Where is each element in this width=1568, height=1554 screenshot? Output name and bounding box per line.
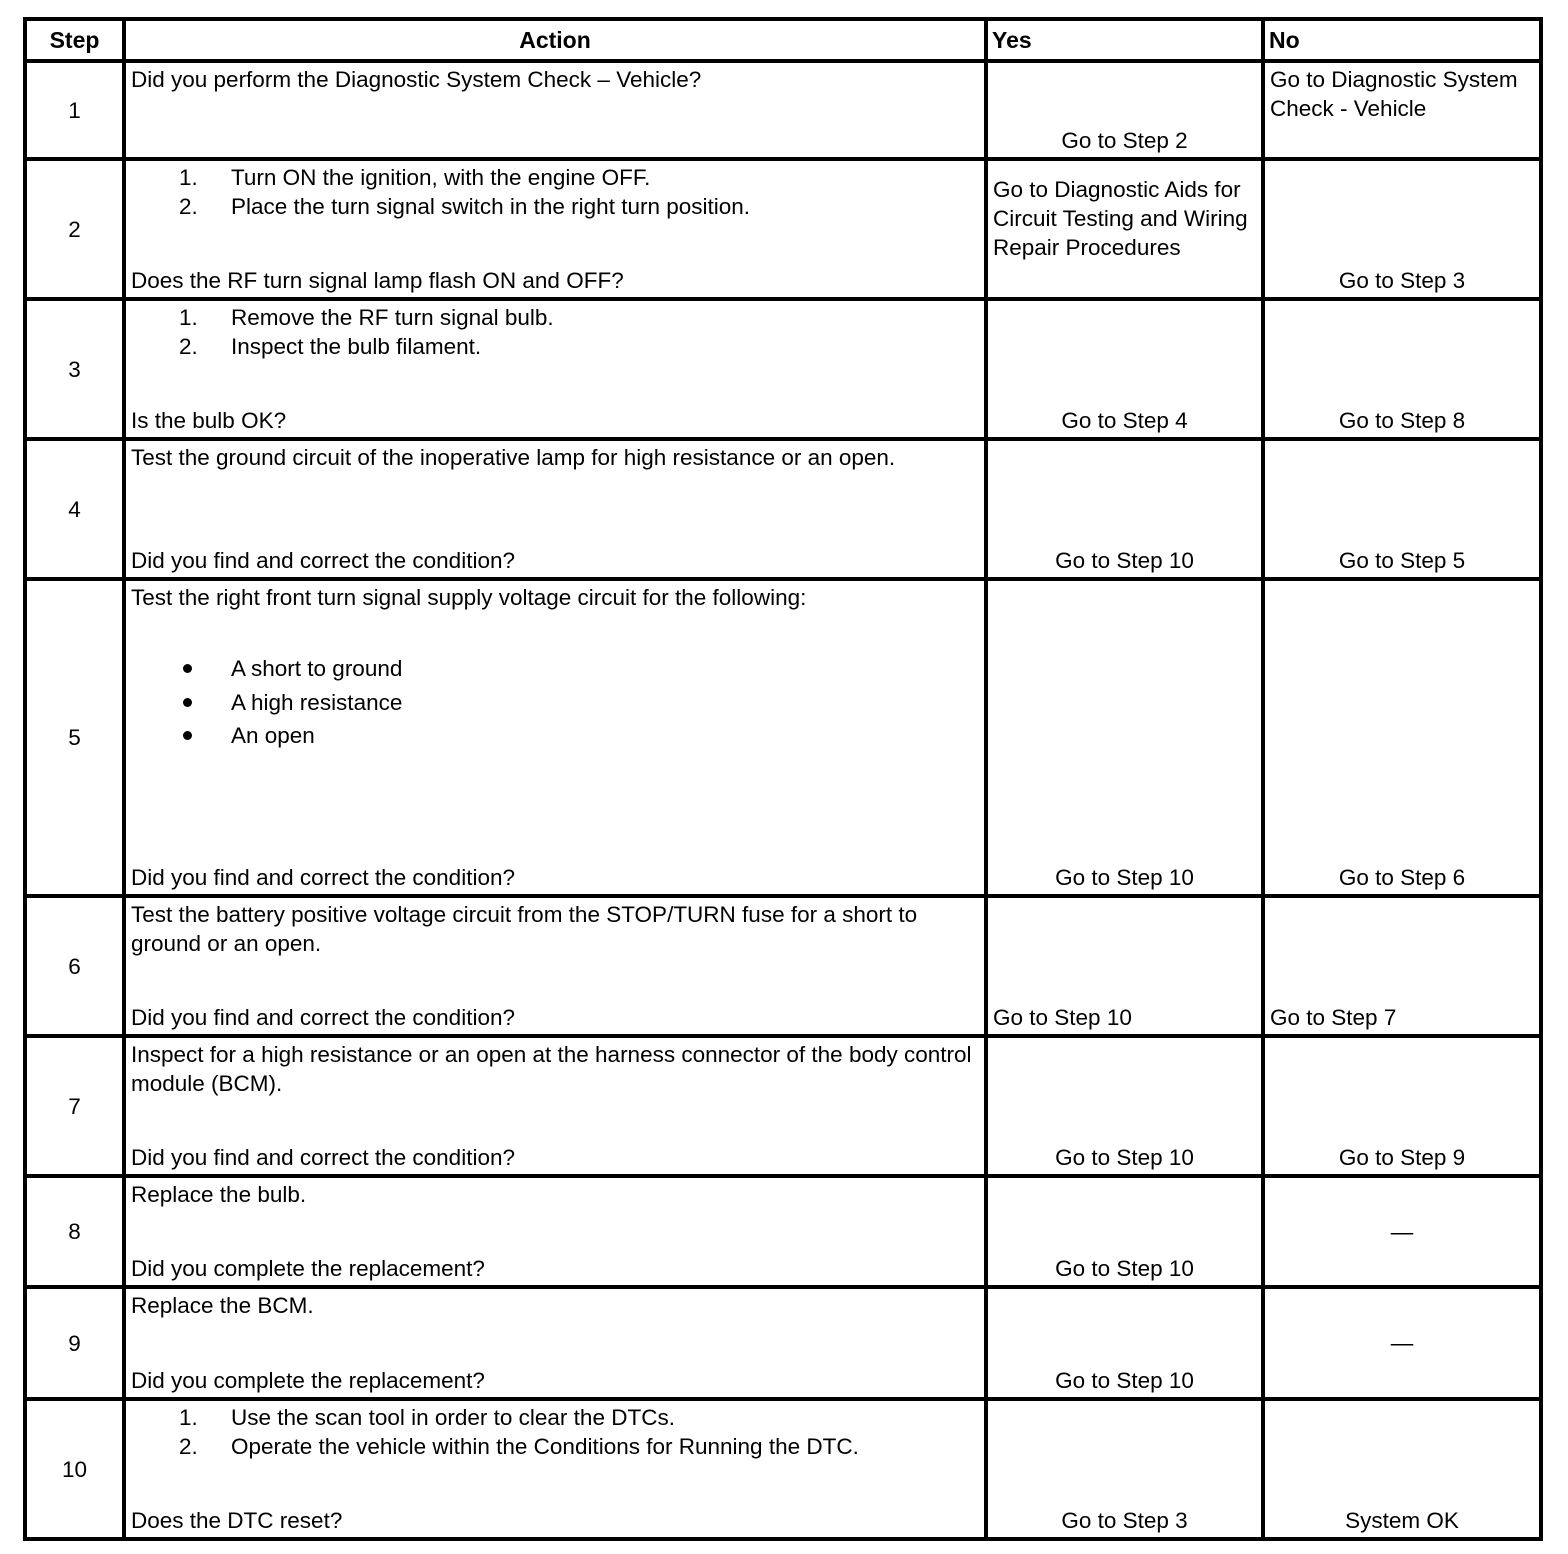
action-text: Replace the BCM. bbox=[131, 1293, 314, 1318]
numbered-list bbox=[131, 1403, 980, 1506]
action-cell bbox=[124, 299, 986, 439]
bullet-icon bbox=[183, 731, 192, 740]
list-item: 1. Remove the RF turn signal bulb. bbox=[179, 305, 554, 330]
no-cell bbox=[1263, 896, 1541, 1036]
list-item: An open bbox=[131, 719, 980, 753]
action-cell bbox=[124, 1036, 986, 1176]
yes-cell bbox=[986, 1176, 1263, 1287]
action-question: Does the RF turn signal lamp flash ON and OFF? bbox=[131, 268, 624, 293]
action-text: Test the right front turn signal supply voltage circuit for the following: bbox=[131, 585, 807, 610]
step-number: 1 bbox=[25, 61, 124, 159]
table-row bbox=[25, 1036, 1541, 1176]
yes-cell bbox=[986, 896, 1263, 1036]
table-row bbox=[25, 159, 1541, 299]
yes-cell bbox=[986, 1287, 1263, 1399]
yes-result: Go to Step 10 bbox=[1055, 1145, 1194, 1170]
action-cell bbox=[124, 1176, 986, 1287]
list-item: 2. Place the turn signal switch in the right turn position. bbox=[179, 194, 751, 219]
yes-cell bbox=[986, 61, 1263, 159]
table-row bbox=[25, 1287, 1541, 1399]
column-header-step: Step bbox=[25, 19, 124, 61]
no-result: — bbox=[1390, 1219, 1414, 1244]
no-cell bbox=[1263, 1176, 1541, 1287]
action-question: Did you find and correct the condition? bbox=[131, 548, 515, 573]
table-row bbox=[25, 579, 1541, 896]
no-result: Go to Step 9 bbox=[1338, 1145, 1466, 1170]
no-result: System OK bbox=[1345, 1508, 1459, 1533]
action-cell bbox=[124, 896, 986, 1036]
yes-cell bbox=[986, 439, 1263, 579]
action-question: Did you find and correct the condition? bbox=[131, 1145, 515, 1170]
table-row bbox=[25, 1176, 1541, 1287]
yes-cell bbox=[986, 299, 1263, 439]
table-row bbox=[25, 61, 1541, 159]
yes-cell bbox=[986, 579, 1263, 896]
yes-cell bbox=[986, 1036, 1263, 1176]
list-item: 2. Inspect the bulb filament. bbox=[179, 334, 482, 359]
yes-result: Go to Step 2 bbox=[1061, 128, 1188, 153]
step-number: 2 bbox=[25, 159, 124, 299]
step-number: 6 bbox=[25, 896, 124, 1036]
yes-result: Go to Diagnostic Aids for Circuit Testing and Wiring Repair Procedures bbox=[993, 177, 1248, 260]
no-result: — bbox=[1390, 1330, 1414, 1356]
action-text: Did you perform the Diagnostic System Check – Vehicle? bbox=[131, 67, 702, 92]
yes-result: Go to Step 10 bbox=[1055, 548, 1194, 573]
no-result: Go to Step 6 bbox=[1338, 865, 1466, 890]
list-item: A short to ground bbox=[131, 652, 980, 686]
yes-cell bbox=[986, 159, 1263, 299]
list-item: 2. Operate the vehicle within the Conditions for Running the DTC. bbox=[179, 1434, 859, 1459]
step-number: 4 bbox=[25, 439, 124, 579]
yes-cell bbox=[986, 1399, 1263, 1539]
action-cell bbox=[124, 159, 986, 299]
bullet-icon bbox=[183, 698, 192, 707]
table-row bbox=[25, 1399, 1541, 1539]
column-header-yes: Yes bbox=[986, 19, 1263, 61]
yes-result: Go to Step 10 bbox=[1055, 1368, 1194, 1393]
no-cell bbox=[1263, 1287, 1541, 1399]
action-question: Did you complete the replacement? bbox=[131, 1368, 485, 1393]
no-result: Go to Step 8 bbox=[1338, 408, 1466, 433]
action-cell bbox=[124, 61, 986, 159]
action-cell bbox=[124, 439, 986, 579]
numbered-list bbox=[131, 303, 980, 406]
no-cell bbox=[1263, 1036, 1541, 1176]
action-text: Replace the bulb. bbox=[131, 1182, 307, 1207]
step-number: 3 bbox=[25, 299, 124, 439]
action-question: Did you find and correct the condition? bbox=[131, 865, 515, 890]
no-result: Go to Diagnostic System Check - Vehicle bbox=[1270, 67, 1518, 121]
bullet-list bbox=[131, 652, 980, 753]
no-result: Go to Step 7 bbox=[1270, 1005, 1397, 1030]
no-cell bbox=[1263, 1399, 1541, 1539]
step-number: 5 bbox=[25, 579, 124, 896]
step-number: 10 bbox=[25, 1399, 124, 1539]
action-text: Test the battery positive voltage circuit from the STOP/TURN fuse for a short to ground or an open. bbox=[131, 902, 918, 956]
yes-result: Go to Step 4 bbox=[1061, 408, 1188, 433]
no-cell bbox=[1263, 439, 1541, 579]
action-question: Does the DTC reset? bbox=[131, 1508, 343, 1533]
column-header-action: Action bbox=[124, 19, 986, 61]
no-result: Go to Step 5 bbox=[1338, 548, 1466, 573]
no-cell bbox=[1263, 61, 1541, 159]
action-question: Did you complete the replacement? bbox=[131, 1256, 485, 1281]
list-item: 1. Turn ON the ignition, with the engine OFF. bbox=[179, 165, 651, 190]
action-text: Test the ground circuit of the inoperative lamp for high resistance or an open. bbox=[131, 445, 896, 470]
yes-result: Go to Step 10 bbox=[1055, 865, 1194, 890]
action-cell bbox=[124, 1287, 986, 1399]
column-header-no: No bbox=[1263, 19, 1541, 61]
action-question: Is the bulb OK? bbox=[131, 408, 287, 433]
step-number: 9 bbox=[25, 1287, 124, 1399]
list-item: A high resistance bbox=[131, 686, 980, 720]
action-cell bbox=[124, 579, 986, 896]
table-row bbox=[25, 896, 1541, 1036]
no-result: Go to Step 3 bbox=[1338, 268, 1466, 293]
list-item: 1. Use the scan tool in order to clear the DTCs. bbox=[179, 1405, 675, 1430]
table-row bbox=[25, 439, 1541, 579]
diagnostic-table bbox=[23, 17, 1543, 1541]
no-cell bbox=[1263, 579, 1541, 896]
step-number: 7 bbox=[25, 1036, 124, 1176]
yes-result: Go to Step 10 bbox=[993, 1005, 1132, 1030]
step-number: 8 bbox=[25, 1176, 124, 1287]
header-row bbox=[25, 19, 1541, 61]
action-text: Inspect for a high resistance or an open at the harness connector of the body control module (BCM). bbox=[131, 1042, 972, 1096]
action-cell bbox=[124, 1399, 986, 1539]
no-cell bbox=[1263, 159, 1541, 299]
no-cell bbox=[1263, 299, 1541, 439]
yes-result: Go to Step 3 bbox=[1061, 1508, 1188, 1533]
table-row bbox=[25, 299, 1541, 439]
yes-result: Go to Step 10 bbox=[1055, 1256, 1194, 1281]
bullet-icon bbox=[183, 664, 192, 673]
numbered-list bbox=[131, 163, 980, 266]
action-question: Did you find and correct the condition? bbox=[131, 1005, 515, 1030]
